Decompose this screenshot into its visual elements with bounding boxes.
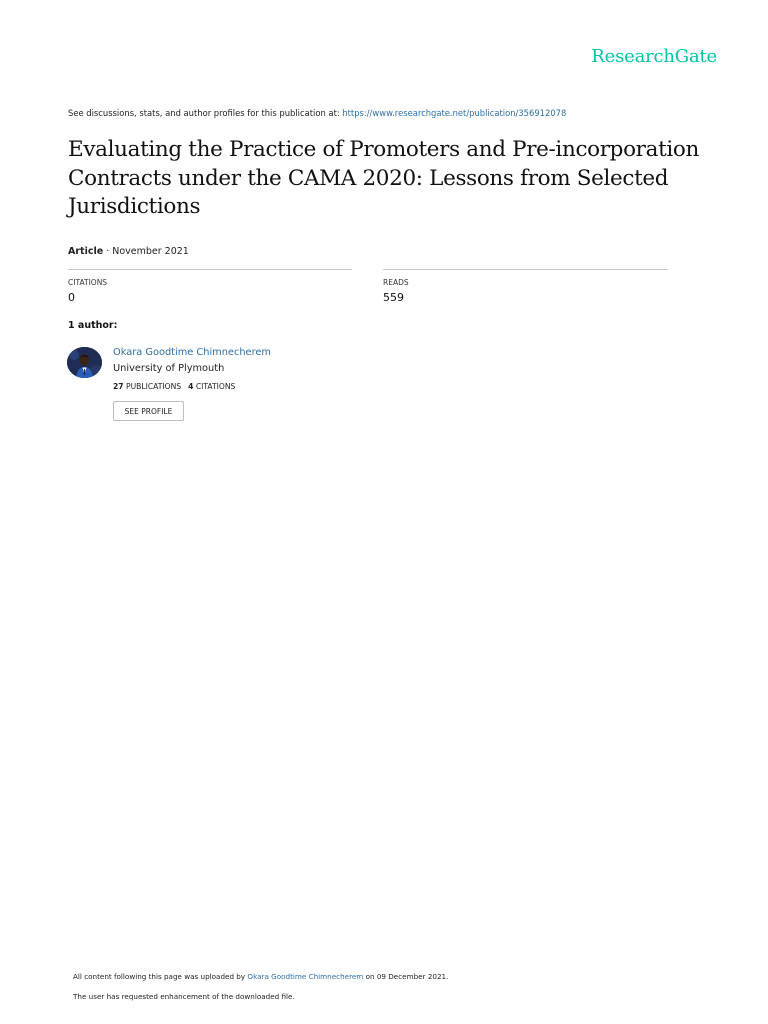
see-profile-button[interactable]: SEE PROFILE	[113, 401, 184, 421]
reads-divider	[383, 269, 668, 270]
upload-prefix: All content following this page was uploaded by	[73, 972, 248, 981]
author-stats	[113, 382, 235, 391]
citations-count: 0	[68, 291, 75, 304]
researchgate-logo: ResearchGate	[591, 46, 717, 67]
citations-divider	[68, 269, 352, 270]
author-citations-count: 4	[188, 382, 194, 391]
author-citations-label: CITATIONS	[195, 382, 236, 391]
discussion-line	[68, 108, 566, 118]
enhancement-note: The user has requested enhancement of the downloaded file.	[73, 992, 295, 1001]
uploader-link[interactable]: Okara Goodtime Chimnecherem	[247, 972, 364, 981]
discussion-text: See discussions, stats, and author profiles for this publication at:	[68, 108, 343, 118]
author-name-link[interactable]: Okara Goodtime Chimnecherem	[113, 347, 271, 358]
reads-count: 559	[383, 291, 404, 304]
upload-suffix: on 09 December 2021.	[363, 972, 449, 981]
publication-link[interactable]: https://www.researchgate.net/publication/356912078	[342, 108, 567, 118]
author-institution: University of Plymouth	[113, 363, 225, 374]
publication-type: Article	[68, 246, 104, 257]
meta-separator: ·	[103, 246, 113, 257]
publication-date: November 2021	[112, 246, 189, 257]
publication-title: Evaluating the Practice of Promoters and Pre-incorporation Contracts under the CAMA 2020: Lessons from Selected Jurisdictions	[68, 137, 699, 219]
author-publications-label: PUBLICATIONS	[126, 382, 182, 391]
publication-meta	[68, 246, 189, 257]
citations-label: CITATIONS	[68, 278, 108, 287]
authors-heading: 1 author:	[68, 320, 118, 331]
reads-label: READS	[383, 278, 409, 287]
person-photo-icon	[67, 347, 102, 378]
author-publications-count: 27	[113, 382, 124, 391]
upload-notice	[73, 972, 448, 981]
author-avatar[interactable]	[67, 347, 102, 378]
